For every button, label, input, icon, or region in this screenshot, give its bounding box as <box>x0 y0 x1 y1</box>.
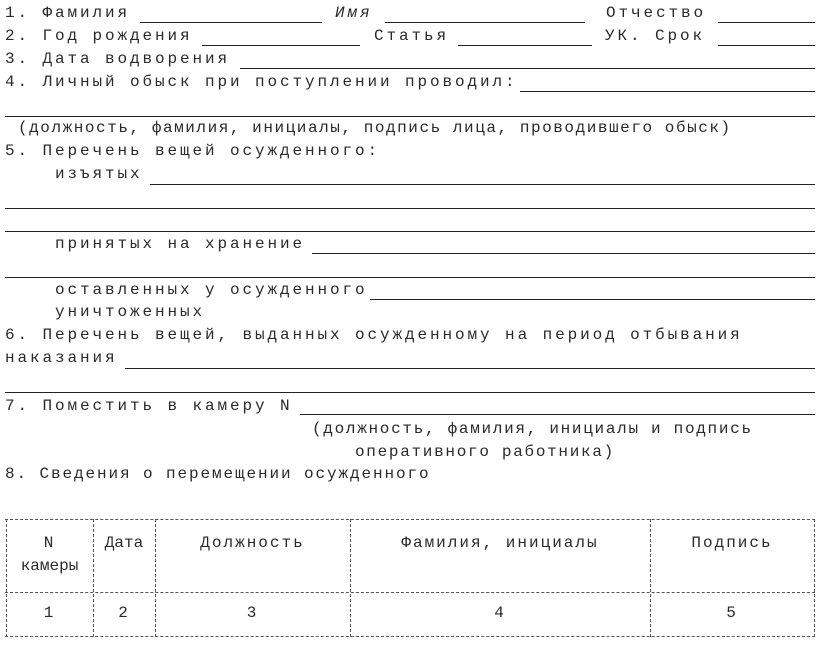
col-number-3: 3 <box>246 604 259 622</box>
label-birth-year: 2. Год рождения <box>5 27 193 45</box>
cell-field[interactable] <box>300 414 815 415</box>
cell-caption-1: (должность, фамилия, инициалы и подпись <box>312 420 753 438</box>
label-patronymic: Отчество <box>606 4 707 22</box>
header-signature: Подпись <box>691 534 773 552</box>
label-left: оставленных у осужденного <box>55 281 368 299</box>
stored-field[interactable] <box>312 253 815 254</box>
header-name: Фамилия, инициалы <box>401 534 599 552</box>
article-field[interactable] <box>458 45 592 46</box>
stored-field-2[interactable] <box>5 277 815 278</box>
surname-field[interactable] <box>140 22 322 23</box>
left-field[interactable] <box>370 299 815 300</box>
label-issued-cont: наказания <box>5 349 118 367</box>
label-name: Имя <box>335 4 373 22</box>
birth-year-field[interactable] <box>202 45 360 46</box>
label-transfers: 8. Сведения о перемещении осужденного <box>5 465 431 483</box>
header-cell-number: N <box>43 534 56 552</box>
label-issued: 6. Перечень вещей, выданных осужденному на период отбывания <box>5 326 743 344</box>
seized-field-2[interactable] <box>5 208 815 209</box>
search-field[interactable] <box>520 91 815 92</box>
col-number-5: 5 <box>726 604 738 622</box>
label-seized: изъятых <box>55 165 143 183</box>
label-placement-date: 3. Дата водворения <box>5 50 231 68</box>
label-term: УК. Срок <box>605 27 706 45</box>
label-search: 4. Личный обыск при поступлении проводил: <box>5 73 518 91</box>
search-field-cont[interactable] <box>5 116 815 117</box>
seized-field[interactable] <box>150 184 815 185</box>
search-caption: (должность, фамилия, инициалы, подпись лица, проводившего обыск) <box>18 119 732 137</box>
col-number-2: 2 <box>118 604 130 622</box>
label-stored: принятых на хранение <box>55 235 306 253</box>
label-items: 5. Перечень вещей осужденного: <box>5 142 381 160</box>
header-date: Дата <box>104 534 144 552</box>
placement-date-field[interactable] <box>240 68 815 69</box>
seized-field-3[interactable] <box>5 231 815 232</box>
term-field[interactable] <box>718 45 815 46</box>
label-destroyed: уничтоженных <box>55 303 206 321</box>
issued-field[interactable] <box>125 368 815 369</box>
label-surname: 1. Фамилия <box>5 4 131 22</box>
patronymic-field[interactable] <box>718 22 815 23</box>
name-field[interactable] <box>385 22 585 23</box>
label-article: Статья <box>374 27 450 45</box>
header-cell-number-2: камеры <box>20 557 79 575</box>
col-number-1: 1 <box>43 604 56 622</box>
header-position: Должность <box>200 534 305 552</box>
issued-field-2[interactable] <box>5 392 815 393</box>
label-cell: 7. Поместить в камеру N <box>5 397 293 415</box>
cell-caption-2: оперативного работника) <box>355 443 615 461</box>
col-number-4: 4 <box>494 604 506 622</box>
